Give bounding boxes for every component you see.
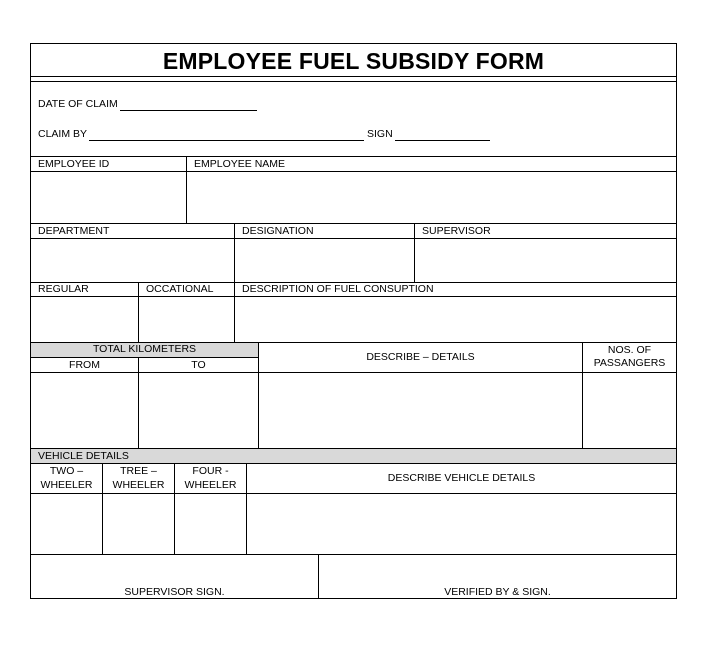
to-label: TO bbox=[191, 359, 206, 371]
from-label: FROM bbox=[69, 359, 100, 371]
employee-id-field[interactable] bbox=[31, 172, 186, 223]
total-kilometers-label: TOTAL KILOMETERS bbox=[92, 343, 197, 355]
occasional-field[interactable] bbox=[139, 297, 234, 342]
occasional-label: OCCATIONAL bbox=[146, 283, 214, 295]
describe-details-label: DESCRIBE – DETAILS bbox=[366, 351, 475, 363]
employee-name-label: EMPLOYEE NAME bbox=[194, 158, 286, 170]
passengers-label-line2: PASSANGERS bbox=[593, 357, 666, 369]
describe-details-field[interactable] bbox=[259, 373, 582, 448]
divider bbox=[31, 156, 676, 157]
vehicle-details-label: VEHICLE DETAILS bbox=[38, 450, 129, 462]
fuel-subsidy-form bbox=[30, 43, 677, 599]
from-field[interactable] bbox=[31, 373, 138, 448]
regular-label: REGULAR bbox=[38, 283, 89, 295]
claim-by-field[interactable] bbox=[89, 140, 364, 141]
department-label: DEPARTMENT bbox=[38, 225, 110, 237]
three-wheeler-label-line1: TREE – bbox=[120, 465, 157, 477]
sign-label: SIGN bbox=[367, 128, 393, 140]
title-divider-bottom bbox=[31, 81, 676, 82]
supervisor-field[interactable] bbox=[415, 239, 676, 282]
fuel-description-label: DESCRIPTION OF FUEL CONSUPTION bbox=[242, 283, 434, 295]
form-title: EMPLOYEE FUEL SUBSIDY FORM bbox=[162, 48, 545, 74]
divider bbox=[31, 463, 676, 464]
title-divider-top bbox=[31, 76, 676, 77]
fuel-description-field[interactable] bbox=[235, 297, 676, 342]
three-wheeler-label-line2: WHEELER bbox=[112, 479, 165, 491]
describe-vehicle-field[interactable] bbox=[247, 494, 676, 554]
four-wheeler-label-line2: WHEELER bbox=[184, 479, 237, 491]
verified-by-sign-label: VERIFIED BY & SIGN. bbox=[444, 586, 551, 598]
three-wheeler-field[interactable] bbox=[103, 494, 174, 554]
date-of-claim-field[interactable] bbox=[120, 110, 257, 111]
employee-id-label: EMPLOYEE ID bbox=[38, 158, 110, 170]
to-field[interactable] bbox=[139, 373, 258, 448]
passengers-field[interactable] bbox=[583, 373, 676, 448]
passengers-label-line1: NOS. OF bbox=[607, 344, 652, 356]
designation-field[interactable] bbox=[235, 239, 414, 282]
four-wheeler-label-line1: FOUR - bbox=[192, 465, 229, 477]
divider bbox=[31, 357, 258, 358]
two-wheeler-field[interactable] bbox=[31, 494, 102, 554]
divider bbox=[31, 223, 676, 224]
date-of-claim-label: DATE OF CLAIM bbox=[38, 98, 118, 110]
two-wheeler-label-line1: TWO – bbox=[49, 465, 84, 477]
two-wheeler-label-line2: WHEELER bbox=[40, 479, 93, 491]
describe-vehicle-label: DESCRIBE VEHICLE DETAILS bbox=[387, 472, 536, 484]
supervisor-label: SUPERVISOR bbox=[422, 225, 491, 237]
department-field[interactable] bbox=[31, 239, 234, 282]
regular-field[interactable] bbox=[31, 297, 138, 342]
four-wheeler-field[interactable] bbox=[175, 494, 246, 554]
sign-field[interactable] bbox=[395, 140, 490, 141]
claim-by-label: CLAIM BY bbox=[38, 128, 88, 140]
supervisor-sign-label: SUPERVISOR SIGN. bbox=[124, 586, 225, 598]
designation-label: DESIGNATION bbox=[242, 225, 314, 237]
employee-name-field[interactable] bbox=[187, 172, 676, 223]
